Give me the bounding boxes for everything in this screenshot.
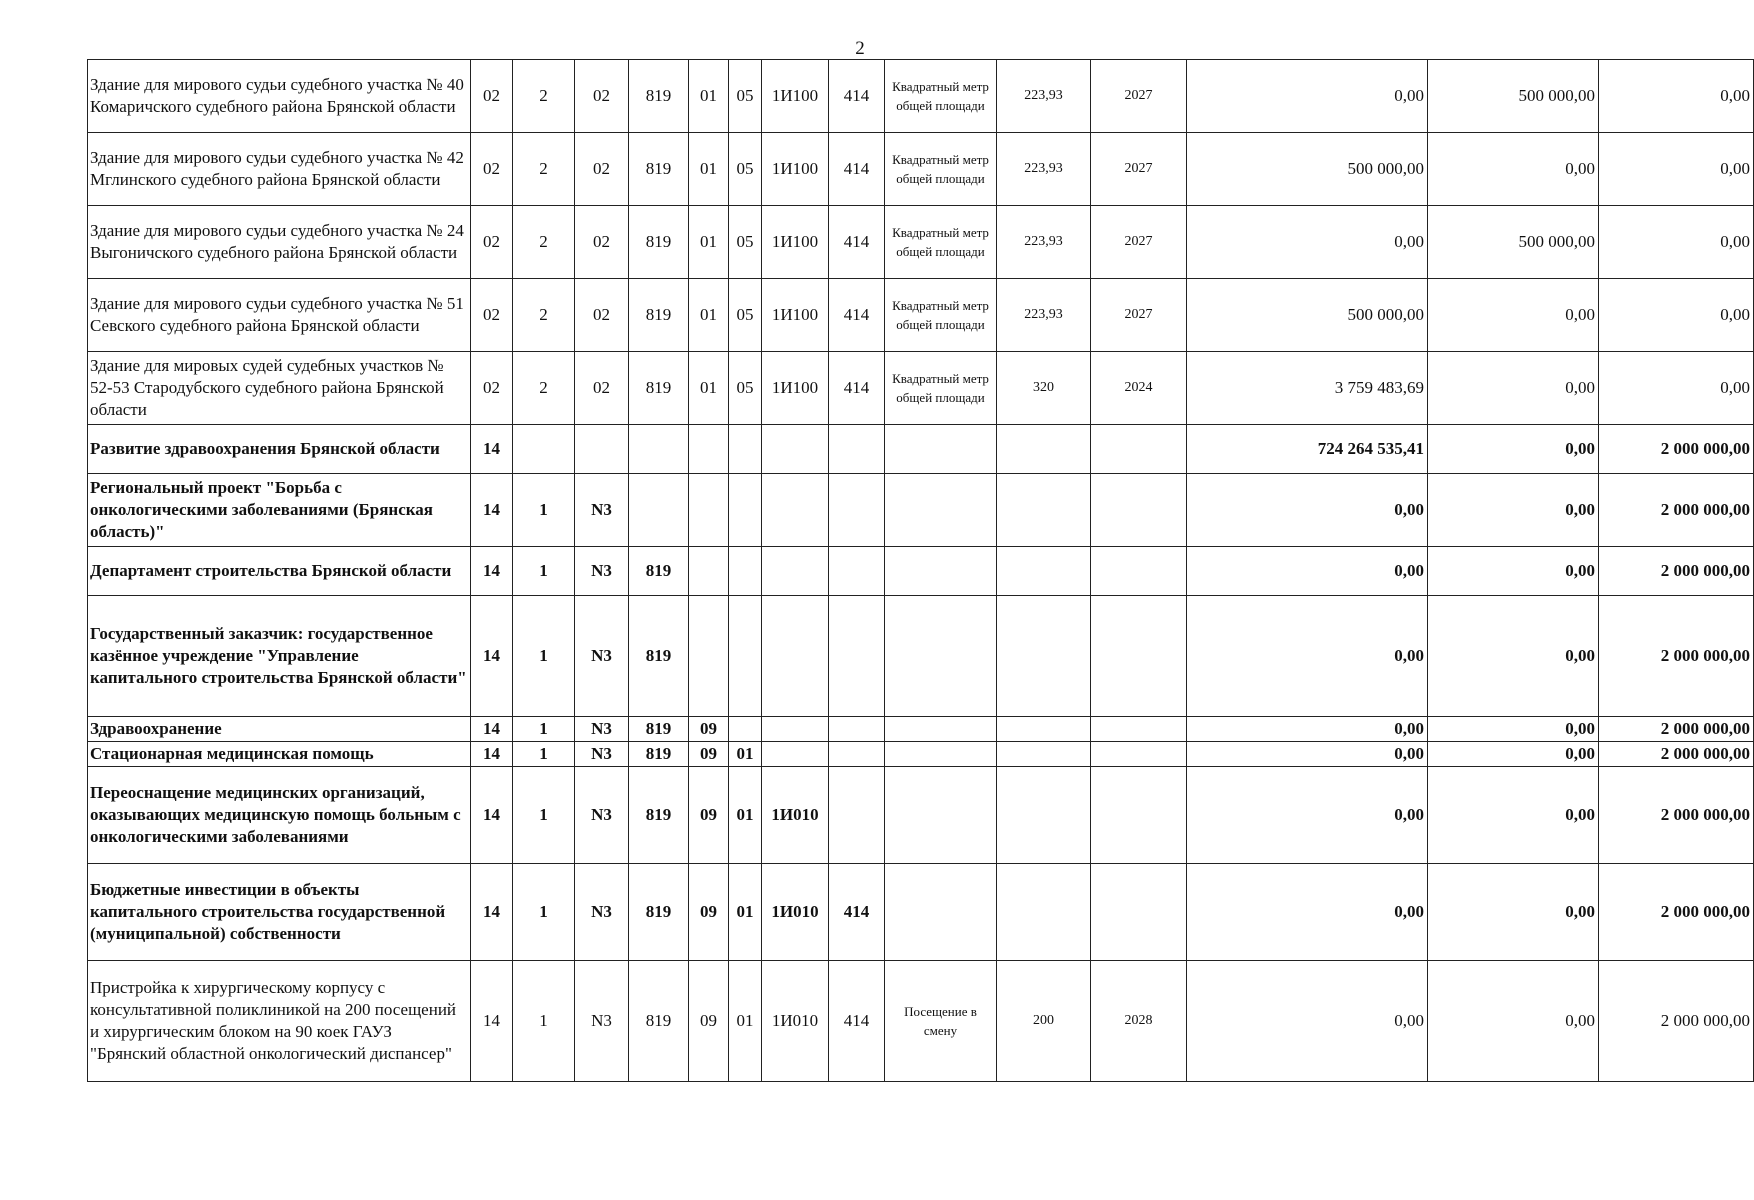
- cell-project-code: 02: [575, 279, 629, 352]
- cell-unit: Квадратный метр общей площади: [885, 60, 997, 133]
- cell-subprogram-code: 1: [513, 474, 575, 547]
- cell-expense-type-code: [829, 717, 885, 742]
- cell-expense-type-code: 414: [829, 279, 885, 352]
- table-row: [88, 717, 1754, 742]
- cell-department-code: 819: [629, 717, 689, 742]
- cell-target-code: 1И100: [762, 133, 829, 206]
- cell-amount-2: 0,00: [1428, 864, 1599, 961]
- cell-subprogram-code: 1: [513, 547, 575, 596]
- cell-amount-3: 2 000 000,00: [1599, 425, 1754, 474]
- cell-unit: Посещение в смену: [885, 961, 997, 1082]
- table-row: [88, 961, 1754, 1082]
- cell-department-code: 819: [629, 206, 689, 279]
- table-row: [88, 474, 1754, 547]
- cell-section-code: 01: [689, 206, 729, 279]
- table-row: [88, 352, 1754, 425]
- cell-department-code: [629, 425, 689, 474]
- cell-project-code: 02: [575, 206, 629, 279]
- cell-target-code: 1И100: [762, 352, 829, 425]
- cell-program-code: 02: [471, 279, 513, 352]
- cell-section-code: 01: [689, 279, 729, 352]
- cell-amount-1: 0,00: [1187, 206, 1428, 279]
- cell-amount-1: 0,00: [1187, 742, 1428, 767]
- cell-section-code: 09: [689, 961, 729, 1082]
- cell-amount-1: 0,00: [1187, 961, 1428, 1082]
- cell-target-code: 1И100: [762, 279, 829, 352]
- cell-amount-2: 0,00: [1428, 425, 1599, 474]
- cell-section-code: 09: [689, 742, 729, 767]
- cell-subsection-code: 05: [729, 60, 762, 133]
- cell-amount-2: 0,00: [1428, 352, 1599, 425]
- cell-program-code: 14: [471, 596, 513, 717]
- cell-amount-1: 3 759 483,69: [1187, 352, 1428, 425]
- cell-capacity: [997, 864, 1091, 961]
- cell-subsection-code: 01: [729, 742, 762, 767]
- cell-section-code: 09: [689, 864, 729, 961]
- cell-subprogram-code: 1: [513, 742, 575, 767]
- table-row: [88, 767, 1754, 864]
- cell-project-code: N3: [575, 547, 629, 596]
- cell-subprogram-code: 2: [513, 206, 575, 279]
- cell-amount-1: 0,00: [1187, 60, 1428, 133]
- cell-subsection-code: [729, 547, 762, 596]
- cell-amount-3: 2 000 000,00: [1599, 596, 1754, 717]
- cell-amount-2: 0,00: [1428, 279, 1599, 352]
- cell-subprogram-code: 1: [513, 864, 575, 961]
- cell-unit: [885, 767, 997, 864]
- table-row: [88, 60, 1754, 133]
- table-row: [88, 206, 1754, 279]
- cell-capacity: [997, 425, 1091, 474]
- cell-name: Переоснащение медицинских организаций, оказывающих медицинскую помощь больным с онкологическими заболеваниями: [88, 767, 471, 864]
- table-row: [88, 864, 1754, 961]
- cell-capacity: 223,93: [997, 206, 1091, 279]
- cell-name: Государственный заказчик: государственное казённое учреждение "Управление капитального строительства Брянской области": [88, 596, 471, 717]
- cell-subsection-code: 01: [729, 961, 762, 1082]
- cell-section-code: [689, 425, 729, 474]
- cell-subsection-code: [729, 474, 762, 547]
- cell-department-code: 819: [629, 961, 689, 1082]
- cell-year: 2027: [1091, 60, 1187, 133]
- cell-name: Здание для мирового судьи судебного участка № 24 Выгоничского судебного района Брянской области: [88, 206, 471, 279]
- cell-amount-3: 0,00: [1599, 206, 1754, 279]
- cell-subsection-code: 05: [729, 133, 762, 206]
- cell-expense-type-code: [829, 596, 885, 717]
- cell-amount-2: 500 000,00: [1428, 60, 1599, 133]
- cell-department-code: [629, 474, 689, 547]
- cell-section-code: 09: [689, 717, 729, 742]
- cell-target-code: 1И010: [762, 961, 829, 1082]
- cell-amount-3: 2 000 000,00: [1599, 767, 1754, 864]
- cell-amount-3: 2 000 000,00: [1599, 547, 1754, 596]
- cell-unit: Квадратный метр общей площади: [885, 279, 997, 352]
- cell-expense-type-code: [829, 767, 885, 864]
- cell-program-code: 14: [471, 767, 513, 864]
- cell-capacity: 223,93: [997, 279, 1091, 352]
- cell-unit: [885, 425, 997, 474]
- cell-subsection-code: [729, 425, 762, 474]
- cell-subsection-code: 05: [729, 206, 762, 279]
- cell-unit: [885, 596, 997, 717]
- cell-year: [1091, 474, 1187, 547]
- cell-capacity: [997, 742, 1091, 767]
- cell-name: Пристройка к хирургическому корпусу с консультативной поликлиникой на 200 посещений и хирургическим блоком на 90 коек ГАУЗ "Брянский областной онкологический диспансер": [88, 961, 471, 1082]
- cell-program-code: 14: [471, 742, 513, 767]
- cell-unit: [885, 864, 997, 961]
- cell-year: [1091, 547, 1187, 596]
- cell-amount-3: 2 000 000,00: [1599, 742, 1754, 767]
- cell-section-code: 09: [689, 767, 729, 864]
- table-row: [88, 596, 1754, 717]
- cell-subprogram-code: [513, 425, 575, 474]
- table-row: [88, 547, 1754, 596]
- cell-project-code: 02: [575, 352, 629, 425]
- cell-amount-3: 2 000 000,00: [1599, 474, 1754, 547]
- cell-year: [1091, 425, 1187, 474]
- cell-subsection-code: 05: [729, 352, 762, 425]
- cell-year: [1091, 767, 1187, 864]
- table-row: [88, 425, 1754, 474]
- cell-year: [1091, 864, 1187, 961]
- table-row: [88, 279, 1754, 352]
- cell-project-code: 02: [575, 133, 629, 206]
- cell-unit: [885, 717, 997, 742]
- cell-expense-type-code: 414: [829, 60, 885, 133]
- cell-unit: [885, 474, 997, 547]
- cell-amount-3: 2 000 000,00: [1599, 961, 1754, 1082]
- cell-section-code: [689, 547, 729, 596]
- cell-target-code: 1И010: [762, 864, 829, 961]
- cell-name: Развитие здравоохранения Брянской области: [88, 425, 471, 474]
- cell-amount-2: 500 000,00: [1428, 206, 1599, 279]
- cell-department-code: 819: [629, 742, 689, 767]
- cell-program-code: 14: [471, 961, 513, 1082]
- cell-department-code: 819: [629, 279, 689, 352]
- cell-department-code: 819: [629, 133, 689, 206]
- cell-department-code: 819: [629, 352, 689, 425]
- cell-amount-1: 0,00: [1187, 864, 1428, 961]
- cell-name: Здание для мирового судьи судебного участка № 42 Мглинского судебного района Брянской области: [88, 133, 471, 206]
- budget-table: [87, 59, 1754, 1082]
- cell-amount-3: 2 000 000,00: [1599, 717, 1754, 742]
- cell-year: 2027: [1091, 206, 1187, 279]
- cell-department-code: 819: [629, 547, 689, 596]
- cell-program-code: 02: [471, 352, 513, 425]
- cell-capacity: 200: [997, 961, 1091, 1082]
- cell-year: 2024: [1091, 352, 1187, 425]
- cell-year: [1091, 596, 1187, 717]
- cell-expense-type-code: 414: [829, 961, 885, 1082]
- cell-project-code: 02: [575, 60, 629, 133]
- cell-amount-1: 0,00: [1187, 596, 1428, 717]
- cell-department-code: 819: [629, 596, 689, 717]
- cell-amount-3: 0,00: [1599, 352, 1754, 425]
- cell-target-code: [762, 742, 829, 767]
- cell-project-code: N3: [575, 864, 629, 961]
- cell-year: [1091, 717, 1187, 742]
- cell-amount-1: 0,00: [1187, 474, 1428, 547]
- cell-unit: Квадратный метр общей площади: [885, 352, 997, 425]
- cell-subsection-code: [729, 717, 762, 742]
- cell-unit: [885, 742, 997, 767]
- cell-project-code: N3: [575, 742, 629, 767]
- cell-program-code: 02: [471, 60, 513, 133]
- cell-section-code: [689, 596, 729, 717]
- cell-section-code: 01: [689, 60, 729, 133]
- cell-amount-3: 2 000 000,00: [1599, 864, 1754, 961]
- cell-amount-2: 0,00: [1428, 547, 1599, 596]
- cell-year: 2027: [1091, 279, 1187, 352]
- table-row: [88, 742, 1754, 767]
- cell-name: Здание для мировых судей судебных участков № 52-53 Стародубского судебного района Брянской области: [88, 352, 471, 425]
- cell-capacity: [997, 767, 1091, 864]
- cell-name: Здание для мирового судьи судебного участка № 51 Севского судебного района Брянской области: [88, 279, 471, 352]
- cell-department-code: 819: [629, 767, 689, 864]
- cell-amount-2: 0,00: [1428, 767, 1599, 864]
- cell-subsection-code: 05: [729, 279, 762, 352]
- cell-subsection-code: 01: [729, 864, 762, 961]
- cell-name: Департамент строительства Брянской области: [88, 547, 471, 596]
- cell-amount-2: 0,00: [1428, 717, 1599, 742]
- cell-expense-type-code: [829, 474, 885, 547]
- cell-name: Стационарная медицинская помощь: [88, 742, 471, 767]
- cell-unit: [885, 547, 997, 596]
- cell-capacity: [997, 596, 1091, 717]
- cell-amount-1: 724 264 535,41: [1187, 425, 1428, 474]
- cell-program-code: 14: [471, 717, 513, 742]
- cell-program-code: 14: [471, 547, 513, 596]
- cell-amount-2: 0,00: [1428, 133, 1599, 206]
- cell-subprogram-code: 2: [513, 352, 575, 425]
- cell-unit: Квадратный метр общей площади: [885, 206, 997, 279]
- cell-department-code: 819: [629, 60, 689, 133]
- cell-subprogram-code: 1: [513, 596, 575, 717]
- cell-section-code: [689, 474, 729, 547]
- cell-project-code: N3: [575, 767, 629, 864]
- cell-amount-3: 0,00: [1599, 279, 1754, 352]
- cell-expense-type-code: 414: [829, 864, 885, 961]
- cell-year: 2027: [1091, 133, 1187, 206]
- cell-unit: Квадратный метр общей площади: [885, 133, 997, 206]
- cell-subprogram-code: 2: [513, 60, 575, 133]
- cell-expense-type-code: 414: [829, 133, 885, 206]
- cell-target-code: [762, 596, 829, 717]
- cell-year: [1091, 742, 1187, 767]
- cell-department-code: 819: [629, 864, 689, 961]
- cell-project-code: N3: [575, 961, 629, 1082]
- cell-expense-type-code: [829, 742, 885, 767]
- cell-name: Здравоохранение: [88, 717, 471, 742]
- cell-amount-1: 0,00: [1187, 767, 1428, 864]
- cell-project-code: N3: [575, 596, 629, 717]
- cell-expense-type-code: [829, 425, 885, 474]
- cell-section-code: 01: [689, 352, 729, 425]
- cell-capacity: [997, 547, 1091, 596]
- cell-expense-type-code: 414: [829, 206, 885, 279]
- cell-amount-2: 0,00: [1428, 474, 1599, 547]
- cell-capacity: 223,93: [997, 60, 1091, 133]
- cell-name: Бюджетные инвестиции в объекты капитального строительства государственной (муниципальной) собственности: [88, 864, 471, 961]
- cell-target-code: 1И100: [762, 60, 829, 133]
- cell-project-code: N3: [575, 474, 629, 547]
- table-row: [88, 133, 1754, 206]
- cell-amount-2: 0,00: [1428, 961, 1599, 1082]
- cell-amount-2: 0,00: [1428, 742, 1599, 767]
- cell-amount-1: 0,00: [1187, 717, 1428, 742]
- cell-subsection-code: [729, 596, 762, 717]
- cell-target-code: 1И100: [762, 206, 829, 279]
- cell-subprogram-code: 2: [513, 133, 575, 206]
- cell-subprogram-code: 1: [513, 717, 575, 742]
- cell-target-code: [762, 474, 829, 547]
- cell-capacity: [997, 474, 1091, 547]
- cell-amount-1: 500 000,00: [1187, 133, 1428, 206]
- cell-amount-1: 500 000,00: [1187, 279, 1428, 352]
- cell-capacity: 320: [997, 352, 1091, 425]
- cell-program-code: 14: [471, 425, 513, 474]
- cell-program-code: 02: [471, 133, 513, 206]
- cell-year: 2028: [1091, 961, 1187, 1082]
- cell-project-code: N3: [575, 717, 629, 742]
- cell-program-code: 02: [471, 206, 513, 279]
- cell-amount-2: 0,00: [1428, 596, 1599, 717]
- cell-name: Здание для мирового судьи судебного участка № 40 Комаричского судебного района Брянской области: [88, 60, 471, 133]
- cell-section-code: 01: [689, 133, 729, 206]
- cell-subprogram-code: 1: [513, 961, 575, 1082]
- cell-amount-1: 0,00: [1187, 547, 1428, 596]
- cell-target-code: [762, 547, 829, 596]
- cell-name: Региональный проект "Борьба с онкологическими заболеваниями (Брянская область)": [88, 474, 471, 547]
- page-number: 2: [855, 38, 865, 59]
- cell-subprogram-code: 1: [513, 767, 575, 864]
- cell-target-code: 1И010: [762, 767, 829, 864]
- cell-program-code: 14: [471, 864, 513, 961]
- cell-program-code: 14: [471, 474, 513, 547]
- cell-target-code: [762, 717, 829, 742]
- cell-amount-3: 0,00: [1599, 133, 1754, 206]
- cell-amount-3: 0,00: [1599, 60, 1754, 133]
- cell-capacity: 223,93: [997, 133, 1091, 206]
- cell-expense-type-code: [829, 547, 885, 596]
- cell-capacity: [997, 717, 1091, 742]
- cell-expense-type-code: 414: [829, 352, 885, 425]
- cell-target-code: [762, 425, 829, 474]
- cell-subsection-code: 01: [729, 767, 762, 864]
- cell-project-code: [575, 425, 629, 474]
- cell-subprogram-code: 2: [513, 279, 575, 352]
